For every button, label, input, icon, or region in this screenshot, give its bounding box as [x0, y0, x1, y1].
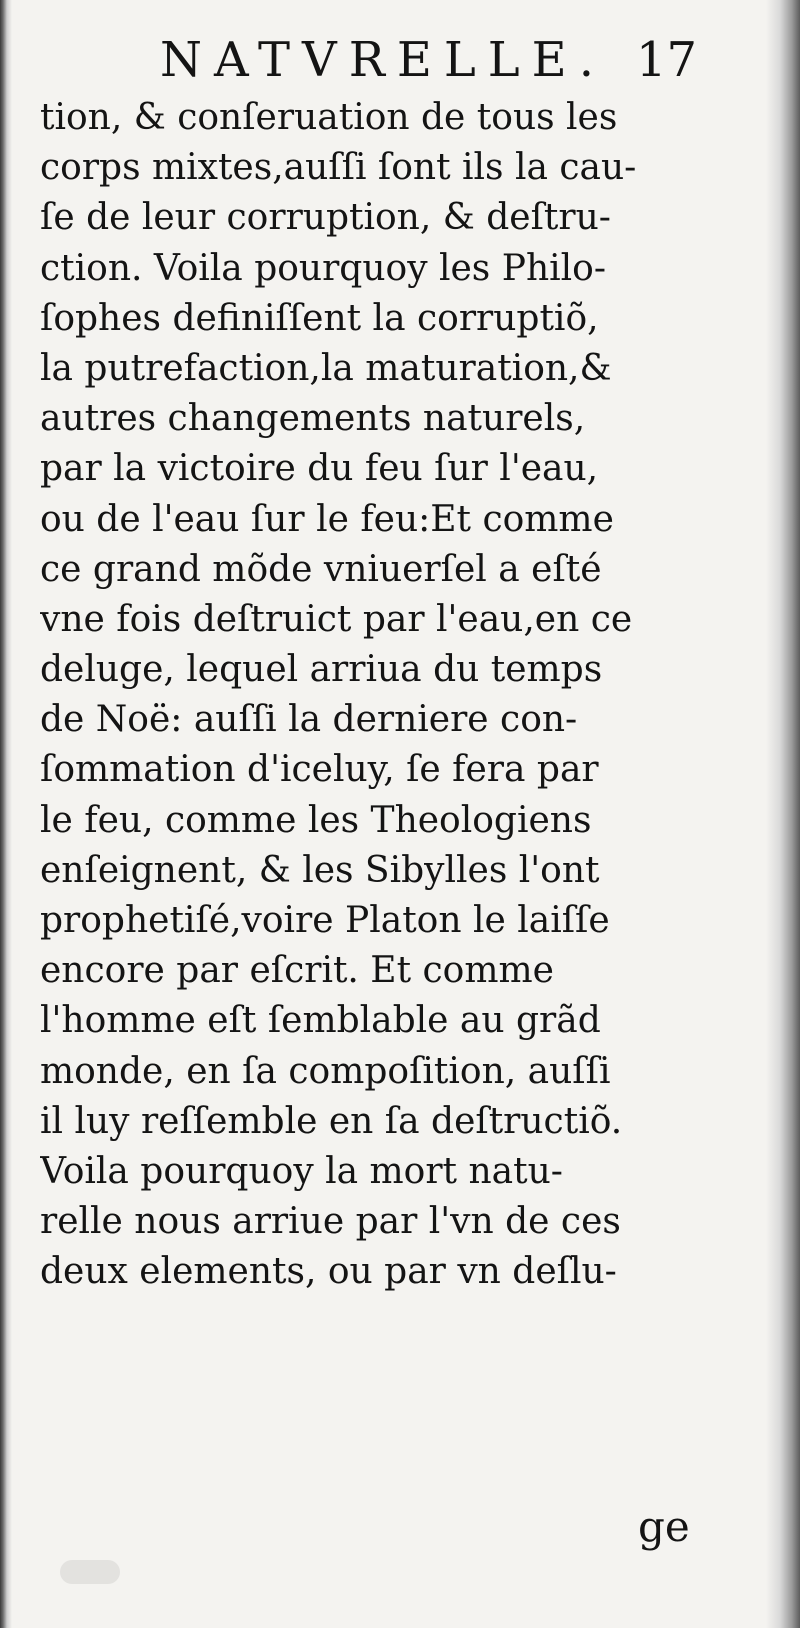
page-left-edge-shadow — [0, 0, 12, 1628]
text-line: corps mixtes,auſſi ſont ils la cau- — [40, 147, 637, 189]
text-line: ction. Voila pourquoy les Philo- — [40, 247, 606, 289]
body-text — [40, 93, 720, 1298]
text-line: autres changements naturels, — [40, 398, 586, 440]
text-line: ce grand mõde vniuerſel a eſté — [40, 548, 602, 590]
page-number: 17 — [636, 32, 698, 88]
text-line: relle nous arriue par l'vn de ces — [40, 1201, 621, 1243]
text-line: la putrefaction,la maturation,& — [40, 347, 612, 389]
text-line: ſe de leur corruption, & deſtru- — [40, 197, 611, 239]
text-line: ou de l'eau ſur le feu:Et comme — [40, 498, 614, 540]
text-line: ſophes definiſſent la corruptiõ, — [40, 297, 599, 339]
text-line: par la victoire du feu ſur l'eau, — [40, 448, 599, 490]
page-header — [0, 30, 800, 90]
text-line: encore par eſcrit. Et comme — [40, 950, 554, 992]
text-line: prophetiſé,voire Platon le laiſſe — [40, 900, 610, 941]
running-title: NATVRELLE. — [160, 32, 606, 88]
text-line: ſommation d'iceluy, ſe fera par — [40, 749, 599, 791]
text-line: tion, & conſeruation de tous les — [40, 97, 618, 138]
text-line: Voila pourquoy la mort natu- — [40, 1150, 563, 1192]
text-line: monde, en ſa compoſition, auſſi — [40, 1050, 611, 1092]
text-line: de Noë: auſſi la derniere con- — [40, 699, 578, 741]
ink-smudge — [60, 1560, 120, 1584]
text-line: deux elements, ou par vn deſlu- — [40, 1251, 617, 1293]
text-line: deluge, lequel arriua du temps — [40, 649, 603, 691]
text-line: le feu, comme les Theologiens — [40, 799, 592, 841]
text-line: enſeignent, & les Sibylles l'ont — [40, 849, 600, 891]
text-line: il luy reſſemble en ſa deſtructiõ. — [40, 1100, 623, 1142]
page-right-edge-shadow — [766, 0, 800, 1628]
text-line: l'homme eſt ſemblable au grãd — [40, 1000, 601, 1042]
text-line: vne fois deſtruict par l'eau,en ce — [40, 598, 633, 640]
catchword: ge — [638, 1502, 690, 1551]
